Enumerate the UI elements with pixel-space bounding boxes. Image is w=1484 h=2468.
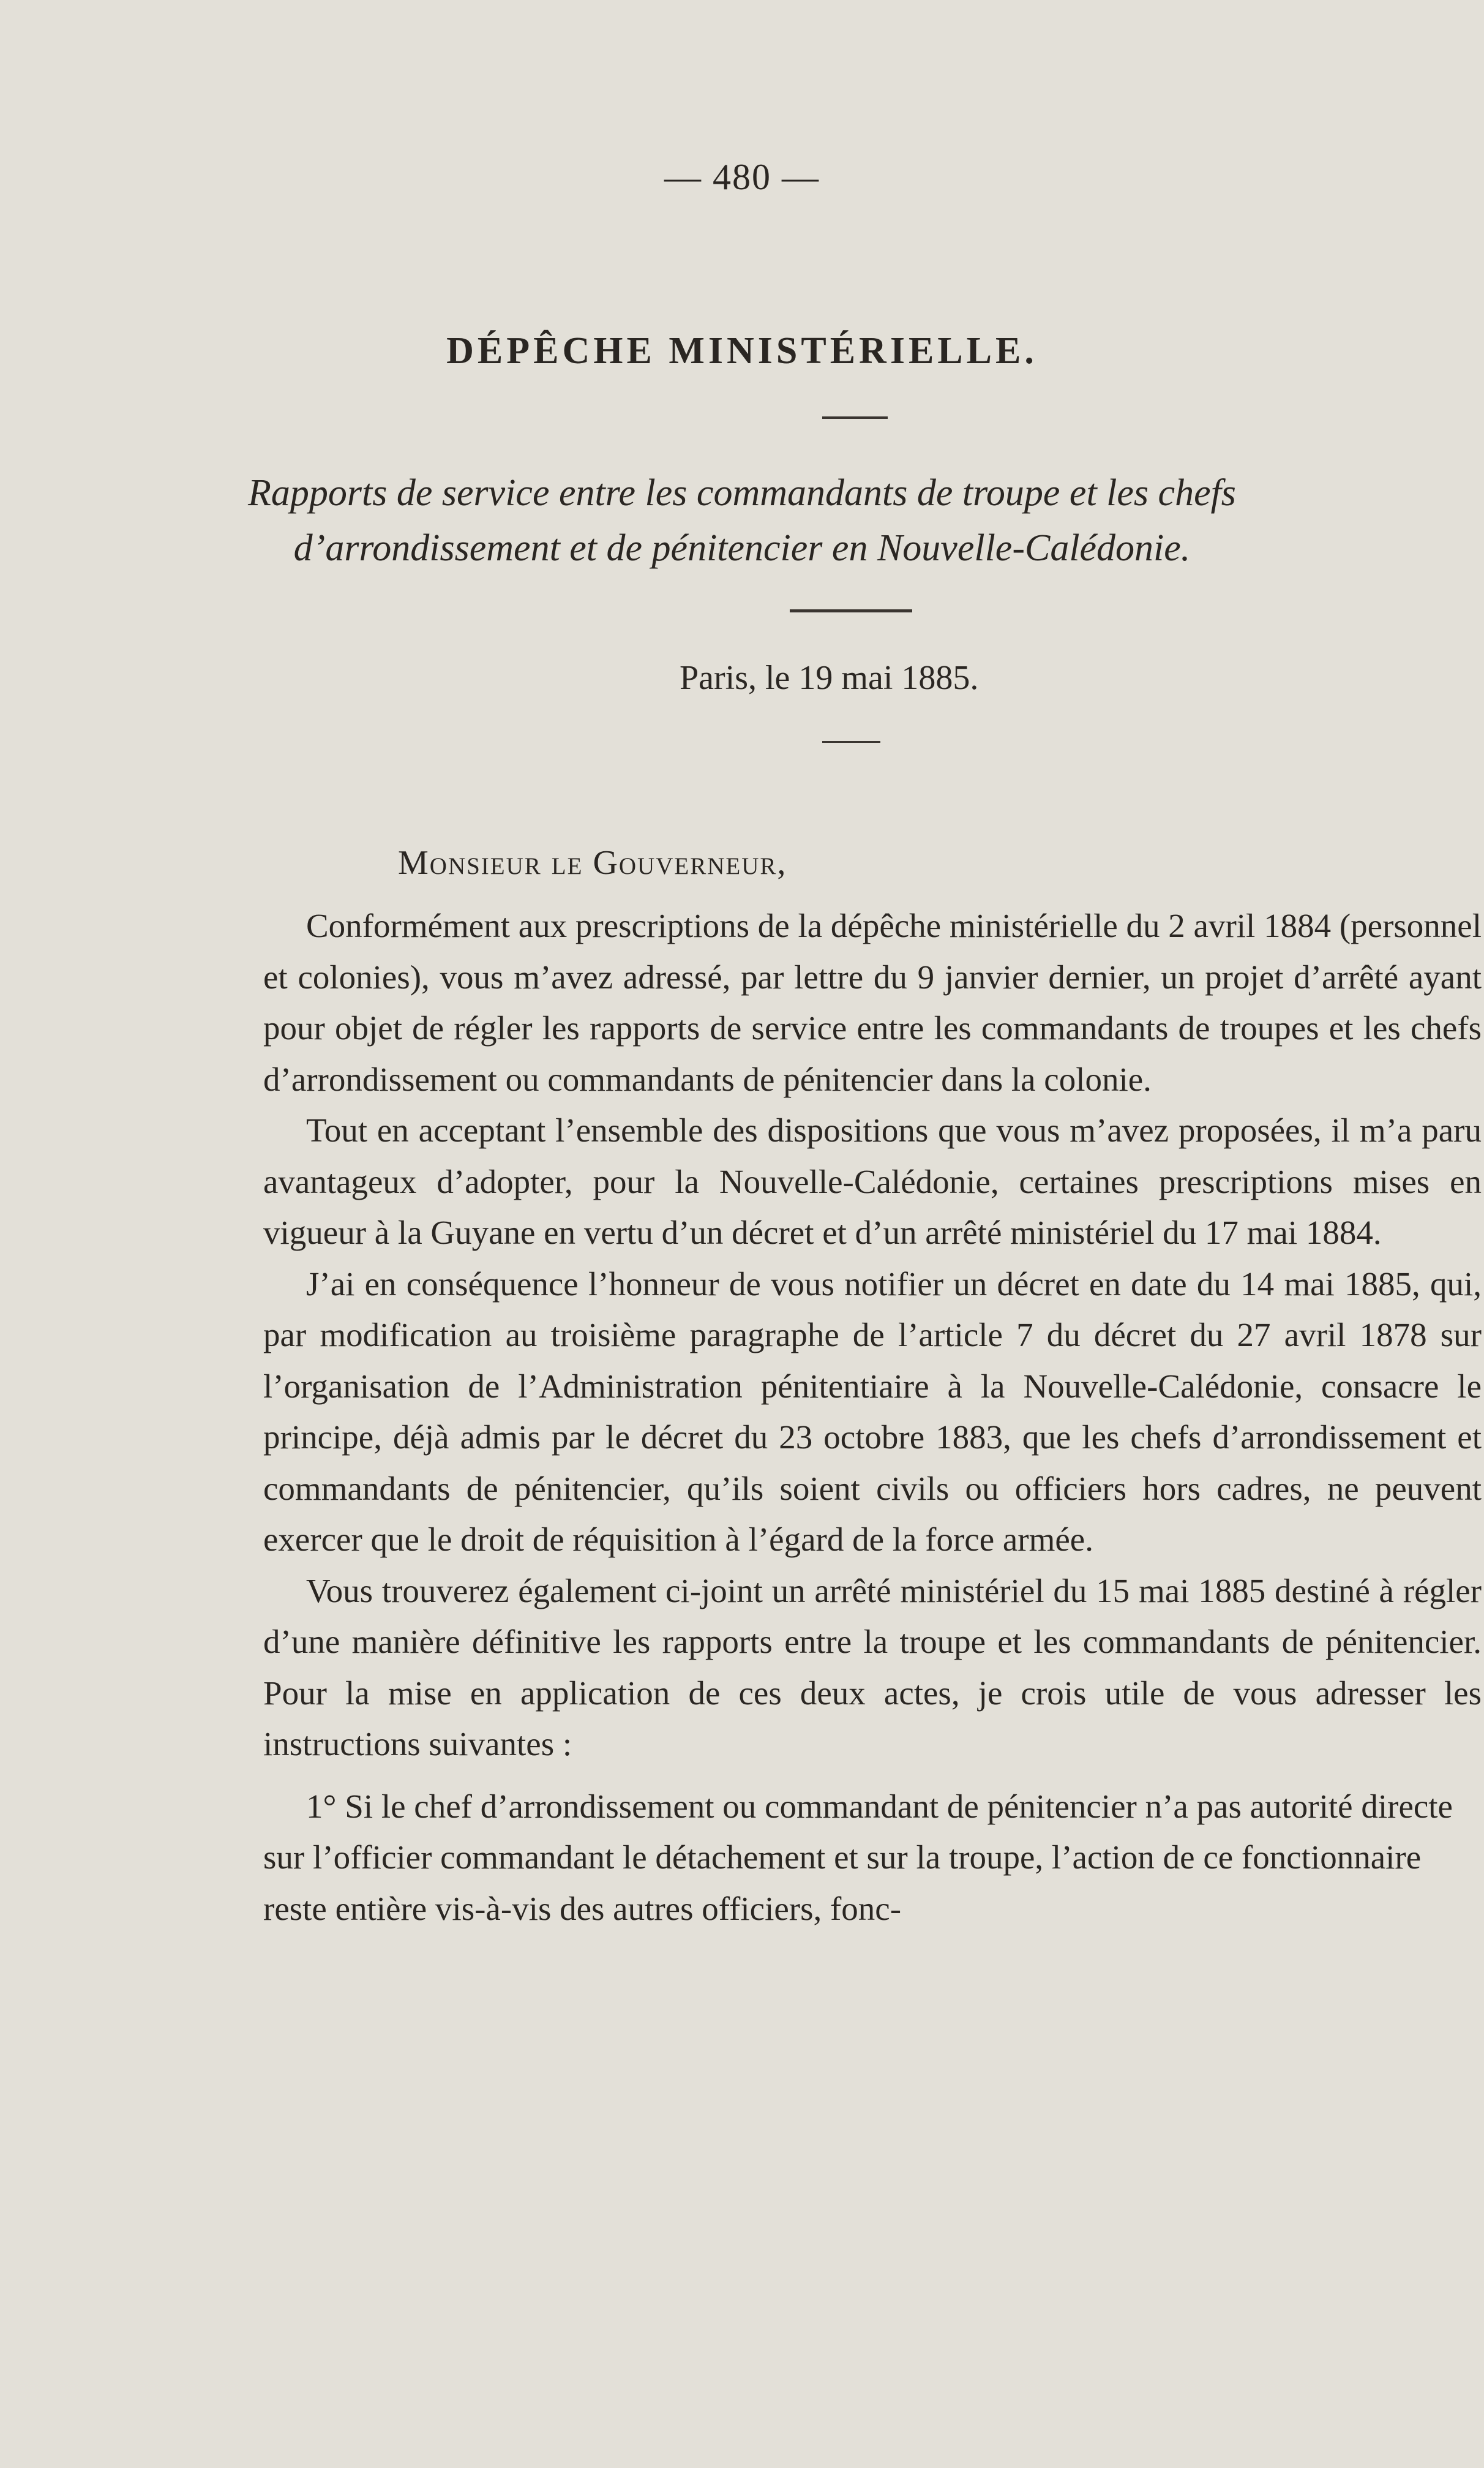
paragraph: Conformément aux prescriptions de la dépêche ministérielle du 2 avril 1884 (personnel et colonies), vous m’avez adressé, par lettre du 9 janvier dernier, un projet d’arrêté ayant pour objet de régler les rapports de service entre les commandants de troupes et les chefs d’arrondissement ou commandants de pénitencier dans la colonie. [263, 907, 1482, 1098]
paragraph: Vous trouverez également ci-joint un arrêté ministériel du 15 mai 1885 destiné à régler d’une manière définitive les rapports entre la troupe et les commandants de pénitencier. Pour la mise en application de ces deux actes, je crois utile de vous adresser les instructions suivantes : [263, 1571, 1482, 1763]
page-number: — 480 — [664, 157, 820, 197]
subtitle-divider [790, 609, 912, 612]
salutation: Monsieur le Gouverneur, [398, 844, 787, 882]
dateline: Paris, le 19 mai 1885. [680, 659, 979, 697]
paragraph: Tout en acceptant l’ensemble des dispositions que vous m’avez proposées, il m’a paru avantageux d’adopter, pour la Nouvelle-Calédonie, certaines prescriptions mises en vigueur à la Guyane en vertu d’un décret et d’un arrêté ministériel du 17 mai 1884. [263, 1112, 1482, 1251]
paragraph: J’ai en conséquence l’honneur de vous notifier un décret en date du 14 mai 1885, qui, par modification au troisième paragraphe de l’article 7 du décret du 27 avril 1878 sur l’organisation de l’Administration pénitentiaire à la Nouvelle-Calédonie, consacre le principe, déjà admis par le décret du 23 octobre 1883, que les chefs d’arrondissement et commandants de pénitencier, qu’ils soient civils ou officiers hors cadres, ne peuvent exercer que le droit de réquisition à l’égard de la force armée. [263, 1265, 1482, 1558]
body-text [263, 900, 1482, 1934]
document-title: DÉPÊCHE MINISTÉRIELLE. [446, 330, 1038, 372]
dateline-divider [822, 741, 880, 743]
document-subtitle: Rapports de service entre les commandants de troupe et les chefs d’arrondissement et de pénitencier en Nouvelle-Calédonie. [248, 472, 1236, 569]
title-divider [822, 416, 888, 419]
paragraph: 1° Si le chef d’arrondissement ou commandant de pénitencier n’a pas autorité directe sur l’officier commandant le détachement et sur la troupe, l’action de ce fonctionnaire reste entière vis-à-vis des autres officiers, fonc- [263, 1787, 1453, 1927]
